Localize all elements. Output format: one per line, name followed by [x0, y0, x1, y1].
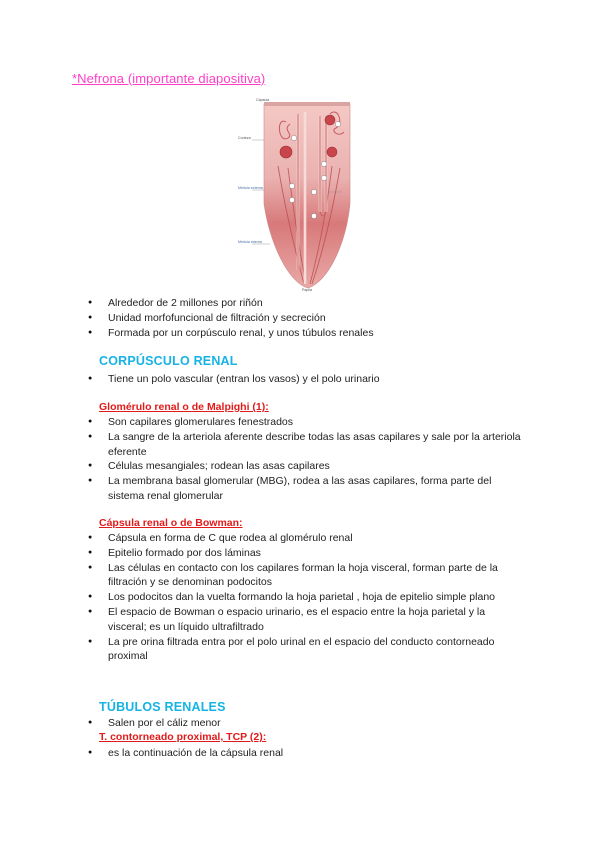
tubulos-list — [0, 716, 600, 731]
page-title: *Nefrona (importante diapositiva) — [72, 71, 266, 86]
corpusculo-list — [0, 372, 600, 387]
glomerulo-list — [0, 415, 600, 504]
subheading-glomerulo: Glomérulo renal o de Malpighi (1): — [99, 401, 269, 413]
list-item: ● Las células en contacto con los capilares forman la hoja visceral, forman parte de la filtración y se denominan podocitos — [0, 561, 600, 591]
list-item: ● Epitelio formado por dos láminas — [0, 546, 600, 561]
section-heading-tubulos: TÚBULOS RENALES — [99, 700, 226, 714]
capsula-list — [0, 531, 600, 664]
figure-label: Médula externa — [238, 186, 263, 190]
figure-label: Médula interna — [238, 240, 262, 244]
list-item: ● La membrana basal glomerular (MBG), rodea a las asas capilares, forma parte del sistema renal glomerular — [0, 474, 600, 504]
list-item: ● Unidad morfofuncional de filtración y secreción — [0, 311, 600, 326]
intro-list — [0, 296, 600, 340]
figure-label: Papila — [302, 288, 312, 292]
list-item: ● Salen por el cáliz menor — [0, 716, 600, 731]
list-item: ● Formada por un corpúsculo renal, y unos túbulos renales — [0, 326, 600, 341]
figure-label: Cápsula — [256, 98, 270, 102]
list-item: ● Células mesangiales; rodean las asas capilares — [0, 459, 600, 474]
subheading-capsula: Cápsula renal o de Bowman: — [99, 517, 243, 529]
subheading-tcp: T. contorneado proximal, TCP (2): — [99, 731, 267, 743]
list-item: ● Cápsula en forma de C que rodea al glomérulo renal — [0, 531, 600, 546]
list-item: ● La sangre de la arteriola aferente describe todas las asas capilares y sale por la arteriola eferente — [0, 430, 600, 460]
figure-label: Corteza — [238, 136, 251, 140]
nephron-illustration-icon — [238, 94, 364, 292]
list-item: ● Son capilares glomerulares fenestrados — [0, 415, 600, 430]
list-item: ● Tiene un polo vascular (entran los vasos) y el polo urinario — [0, 372, 600, 387]
tcp-list — [0, 746, 600, 761]
section-heading-corpusculo: CORPÚSCULO RENAL — [99, 354, 238, 368]
list-item: ● Los podocitos dan la vuelta formando la hoja parietal , hoja de epitelio simple plano — [0, 590, 600, 605]
list-item: ● es la continuación de la cápsula renal — [0, 746, 600, 761]
list-item: ● Alrededor de 2 millones por riñón — [0, 296, 600, 311]
list-item: ● La pre orina filtrada entra por el polo urinal en el espacio del conducto contorneado proximal — [0, 635, 600, 665]
list-item: ● El espacio de Bowman o espacio urinario, es el espacio entre la hoja parietal y la visceral; es un líquido ultrafiltrado — [0, 605, 600, 635]
